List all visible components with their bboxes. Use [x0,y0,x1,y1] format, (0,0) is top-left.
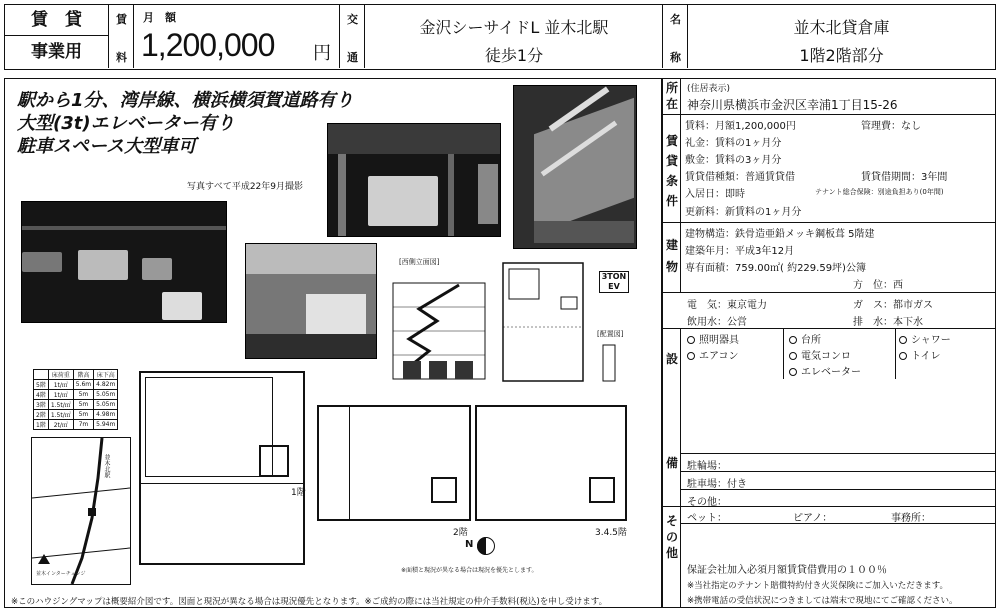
left-panel [4,78,662,608]
table-row: 4階 1t/㎡ 5m 5.05m [34,390,118,400]
equip-item: 照明器具 [687,333,739,349]
floor345-label: 3.4.5階 [595,528,627,538]
terms-row: 賃貸借種類：普通賃貸借 賃貸借期間：3年間 [685,172,948,183]
headline-line-3: 駐車スペース大型車可 [17,136,197,157]
equipment-section: 設 備 照明器具 エアコン 台所 電気コンロ エレベーター シャワー トイレ 駐輪場： 駐車場：付き その他： [663,329,995,507]
headline-line-2: 大型(3t)エレベーター有り [17,113,235,134]
section-label: [配置図] [597,330,624,338]
header-bar [4,4,996,70]
lift-badge: 3TON EV [599,271,629,293]
table-row: 2階 1.5t/㎡ 5m 4.98m [34,410,118,420]
area-map [31,437,131,585]
footer-note: ※このハウジングマップは概要紹介図です。図面と現況が異なる場合は現況優先となります。※ご成約の際には当社規定の仲介手数料(税込)を申し受けます。 [11,597,608,607]
headline-line-1: 駅から1分、湾岸線、横浜横須賀道路有り [17,90,354,111]
equip-item: エアコン [687,349,739,365]
utility-row: 飲用水：公営 排 水：本下水 [687,317,923,328]
photo-interior-1 [327,123,501,237]
note-3: ※携帯電話の受信状況につきましては端末で現地にてご確認ください。 [687,596,958,606]
address-title: (住居表示) [687,84,731,94]
equip-item: エレベーター [789,365,861,381]
floor-plan-1 [139,371,305,565]
address: 神奈川県横浜市金沢区幸浦1丁目15-26 [687,98,898,112]
name-label: 名 称 [664,5,688,68]
elevation-drawing [389,257,493,385]
walk-time: 徒歩1分 [484,46,544,65]
equip-col-3 [899,333,951,365]
type-line1: 賃 貸 [5,5,108,36]
photo-exterior [513,85,637,249]
floor1-label: 1階 [291,488,306,498]
rent-unit: 円 [313,43,331,64]
map-interchange: 並木インターチェンジ [36,571,86,577]
property-name-cell [689,5,994,68]
elevation-svg [389,267,493,385]
photo-caption: 写真すべて平成22年9月撮影 [187,182,303,192]
terms-section: 賃 貸 条 件 賃料：月額1,200,000円 管理費：なし 礼金：賃料の1ヶ月分 敷金：賃料の3ヶ月分 賃貸借種類：普通賃貸借 賃貸借期間：3年間 入居日：即時 テナント総合保険：別途負担あり(0年間) 更新料：新賃料の1ヶ月分 [663,115,995,223]
rent-amount: 1,200,000 [141,27,275,63]
traffic-label: 交 通 [341,5,365,68]
terms-row: 賃料：月額1,200,000円 管理費：なし [685,121,921,132]
terms-row: 敷金：賃料の3ヶ月分 [685,155,782,166]
equip-col-2 [789,333,861,381]
note-1: 保証会社加入必須月額賃貸借費用の１００％ [687,565,887,576]
office-policy: 事務所： [891,513,931,524]
other-items: その他： [687,497,727,508]
elevation-title: [西側立面図] [399,258,440,266]
floor-plan-345 [475,405,627,521]
terms-row: 入居日：即時 テナント総合保険：別途負担あり(0年間) [685,188,944,200]
traffic-cell [366,5,663,68]
monthly-label: 月 額 [143,11,176,24]
terms-row: 更新料：新賃料の1ヶ月分 [685,207,802,218]
structure: 建物構造：鉄骨造亜鉛メッキ鋼板葺 5階建 [685,229,875,240]
type-cell [5,5,109,68]
table-row: 1階 2t/㎡ 7m 5.94m [34,420,118,430]
terms-row: 礼金：賃料の1ヶ月分 [685,138,782,149]
table-row: 5階 1t/㎡ 5.6m 4.82m [34,380,118,390]
property-sub: 1階2階部分 [799,46,884,65]
built-date: 建築年月：平成3年12月 [685,246,795,257]
photo-room [245,243,377,359]
type-line2: 事業用 [31,42,82,62]
equip-col-1 [687,333,739,365]
utilities-section [663,293,995,329]
compass-icon [465,535,497,557]
compass-letter: N [465,539,474,550]
pet-policy: ペット： [687,513,727,524]
floor-area: 専有面積：759.00㎡( 約229.59坪)公簿 [685,263,866,274]
property-name: 並木北貸倉庫 [793,18,890,37]
address-section: 所 在 (住居表示) 神奈川県横浜市金沢区幸浦1丁目15-26 [663,79,995,115]
note-2: ※当社指定のテナント賠償特約付き火災保険にご加入いただきます。 [687,581,949,591]
load-table [33,369,118,430]
bike-parking: 駐輪場： [687,461,727,472]
equip-item: 台所 [789,333,861,349]
table-row: 3階 1.5t/㎡ 5m 5.05m [34,400,118,410]
plan-note: ※面積と現況が異なる場合は現況を優先とします。 [401,567,538,574]
utility-row: 電 気：東京電力 ガ ス：都市ガス [687,300,933,311]
headline [17,89,354,158]
station-name: 金沢シーサイドL 並木北駅 [419,18,609,37]
piano-policy: ピアノ： [793,513,833,524]
floor2-label: 2階 [453,528,468,538]
direction: 方 位：西 [853,280,903,291]
photo-interior-2 [21,201,227,323]
map-station: 並木北駅 [103,454,110,478]
building-section: 建 物 建物構造：鉄骨造亜鉛メッキ鋼板葺 5階建 建築年月：平成3年12月 専有面積：759.00㎡( 約229.59坪)公簿 方 位：西 [663,223,995,293]
other-section: そ の 他 ペット： ピアノ： 事務所： 保証会社加入必須月額賃貸借費用の１００％ ※当社指定のテナント賠償特約付き火災保険にご加入いただきます。 ※携帯電話の受信状況につきましては端末で現地にてご確認ください。 [663,507,995,607]
equip-item: トイレ [899,349,951,365]
site-plan [499,257,637,389]
fee-label: 賃 料 [110,5,134,68]
right-panel [662,78,996,608]
area-map-svg [32,438,130,584]
equip-item: シャワー [899,333,951,349]
car-parking: 駐車場：付き [687,479,747,490]
load-table-grid: 床荷重 階高 床下高 5階 1t/㎡ 5.6m 4.82m 4階 1t/㎡ 5m 5.05m 3階 1.5t/㎡ 5m 5.05m 2階 1.5t/㎡ 5m 4.98m 1階 2t/㎡ 7m 5.94m [33,369,118,430]
rent-cell [135,5,340,68]
floor-plan-2 [317,405,471,521]
equip-item: 電気コンロ [789,349,861,365]
